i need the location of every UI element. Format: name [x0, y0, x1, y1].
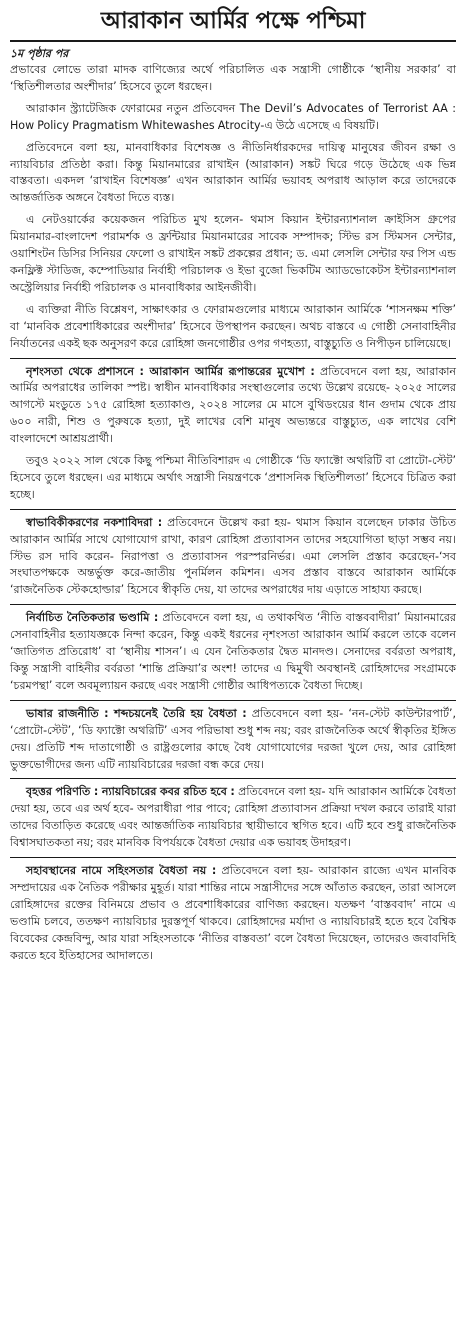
paragraph-text: প্রতিবেদনে বলা হয়- আরাকান রাজ্যে এখন মানবিক সম্প্রদায়ের এক নৈতিক পরীক্ষার মুহূর্ত। যারা শান্তির নামে সন্ত্রাসীদের সঙ্গে আঁতাত করছেন, তারা আসলে রোহিঙ্গাদের রক্তের বিনিময়ে প্রভাব ও প্রবেশাধিকারের বাণিজ্য করছেন। যতক্ষণ ‘বাস্তববাদ’ নামে এ ভণ্ডামি চলবে, ততক্ষণ ন্যায়বিচার দুরস্তপূর্ণ থাকবে। রোহিঙ্গাদের মর্যাদা ও ন্যায়বিচারই হতে হবে বৈশ্বিক বিবেকের কেন্দ্রবিন্দু, আর যারা সহিংসতাকে ‘নীতির বাস্তবতা’ বলে বৈধতা দিয়েছেন, তাদেরও জবাবদিহি করতে হবে ইতিহাসের আদালতে। [10, 864, 456, 962]
article-paragraph [10, 863, 456, 964]
paragraph-text: প্রতিবেদনে বলা হয়, এ তথাকথিত ‘নীতি বাস্তববাদীরা’ মিয়ানমারের সেনাবাহিনীর হত্যাযজ্ঞকে নিন্দা করেন, কিন্তু একই ধরনের নৃশংসতা আরাকান আর্মি করলে তাকে বলেন ‘জাতিগত প্রতিরোধ’ বা ‘স্থানীয় শাসন’। এ যেন নৈতিকতার দ্বৈত মানদণ্ড। সেনাদের বর্বরতা অপরাধ, কিন্তু সন্ত্রাসী বাহিনীর বর্বরতা ‘শান্তি প্রক্রিয়া’র অংশ! তাদের এ দ্বিমুখী অবস্থানই রোহিঙ্গাদের সংগ্রামকে ‘চরমপন্থা’ বলে অবমূল্যায়ন করছে এবং সন্ত্রাসী গোষ্ঠীর আধিপত্যকে বৈধতা দিচ্ছে। [10, 611, 456, 692]
paragraph-text: প্রতিবেদনে বলা হয়- যদি আরাকান আর্মিকে বৈধতা দেয়া হয়, তবে এর অর্থ হবে- অপরাধীরা পার পাবে; রোহিঙ্গা প্রত্যাবাসন প্রক্রিয়া দখল করবে তারাই যারা তাদের বিতাড়িত করেছে এবং আন্তর্জাতিক ন্যায়বিচার স্থায়ীভাবে স্থগিত হবে। এটি হবে শুধু রাজনৈতিক বিশ্বাসঘাতকতা নয়; বরং মানবিক বিপর্যয়কে বৈধতা দেয়ার এক ভয়াবহ উদাহরণ। [10, 785, 456, 850]
section-subheading: বৃহত্তর পরিণতি : ন্যায়বিচারের কবর রচিত হবে : [26, 785, 235, 799]
article-paragraph [10, 212, 456, 297]
section-divider [10, 778, 456, 779]
article-paragraph [10, 62, 456, 96]
article-headline: আরাকান আর্মির পক্ষে পশ্চিমা [10, 6, 456, 42]
paragraph-text: প্রতিবেদনে বলা হয়- ‘নন-স্টেট কাউন্টারপার্ট’, ‘প্রোটো-স্টেট’, ‘ডি ফ্যাক্টো অথরিটি’ এসব পরিভাষা শুধু শব্দ নয়; বরং রাজনৈতিক অর্থে স্বীকৃতির ইঙ্গিত দেয়। প্রতিটি শব্দ দাতাগোষ্ঠী ও রাষ্ট্রগুলোর কাছে বৈধ যোগাযোগের দরজা খুলে দেয়, আর রোহিঙ্গা ভুক্তভোগীদের জন্য এটি ন্যায়বিচারের দরজা বন্ধ করে দেয়। [10, 706, 456, 771]
section-subheading: নৃশংসতা থেকে প্রশাসনে : আরাকান আর্মির রূপান্তরের মুখোশ : [26, 364, 315, 378]
section-divider [10, 604, 456, 605]
article-paragraph [10, 610, 456, 695]
article-paragraph [10, 364, 456, 449]
paragraph-text: এ ব্যক্তিরা নীতি বিশ্লেষণ, সাক্ষাৎকার ও ফোরামগুলোর মাধ্যমে আরাকান আর্মিকে ‘শাসনক্ষম শক্তি’ বা ‘মানবিক প্রবেশাধিকারের অংশীদার’ হিসেবে উপস্থাপন করছেন। অথচ বাস্তবে এ গোষ্ঠী সেনাবাহিনীর নির্যাতনের একই ছক অনুসরণ করে রোহিঙ্গা জনগোষ্ঠীর ওপর গণহত্যা, বাস্তুচ্যুতি ও নিপীড়ন চালিয়েছে। [10, 302, 456, 350]
paragraph-text: এ নেটওয়ার্কের কয়েকজন পরিচিত মুখ হলেন- থমাস কিয়ান ইন্টারন্যাশনাল ক্রাইসিস গ্রুপের মিয়ানমার-বাংলাদেশ পরামর্শক ও ফ্রন্টিয়ার মিয়ানমারের সাবেক সম্পাদক; স্টিভ রস স্টিমসন সেন্টার, ওয়াশিংটন ডিসির সিনিয়র ফেলো ও রাখাইন সঙ্কট প্রকল্পের প্রধান; ড. এমা লেসলি সেন্টার ফর পিস এন্ড কনফ্লিক্ট স্টাডিজ, কম্পোডিয়ার নির্বাহী পরিচালক ও ইভা বুজো ভিকটিম অ্যাডভোকেটস ইন্টারন্যাশনাল অস্ট্রেলিয়ার নির্বাহী পরিচালক ও মানবাধিকার আইনজীবী। [10, 213, 456, 294]
paragraph-text: প্রতিবেদনে বলা হয়, মানবাধিকার বিশেষজ্ঞ ও নীতিনির্ধারকদের দায়িত্ব মানুষের জীবন রক্ষা ও ন্যায়বিচার প্রতিষ্ঠা করা। কিন্তু মিয়ানমারের রাখাইন (আরাকান) সঙ্কট ঘিরে গড়ে উঠেছে এক ভিন্ন বাস্তবতা। একদল ‘রাখাইন বিশেষজ্ঞ’ এখন আরাকান আর্মির ভয়াবহ অপরাধ আড়াল করে তাদেরকে আন্তর্জাতিক অঙ্গনে বৈধতা দিতে ব্যস্ত। [10, 140, 456, 205]
article-paragraph [10, 453, 456, 504]
section-subheading: সহাবস্থানের নামে সহিংসতার বৈধতা নয় : [26, 864, 217, 878]
section-subheading: ভাষার রাজনীতি : শব্দচয়নেই তৈরি হয় বৈধতা : [26, 706, 247, 720]
article-paragraph [10, 140, 456, 208]
section-divider [10, 857, 456, 858]
paragraph-text: প্রভাবের লোভে তারা মাদক বাণিজ্যের অর্থে পরিচালিত এক সন্ত্রাসী গোষ্ঠীকে ‘স্থানীয় সরকার’ বা ‘স্থিতিশীলতার অংশীদার’ হিসেবে তুলে ধরছেন। [10, 63, 456, 93]
article-paragraph [10, 302, 456, 353]
section-subheading: স্বাভাবিকীকরণের নকশাবিদরা : [26, 515, 163, 529]
section-divider [10, 700, 456, 701]
section-subheading: নির্বাচিত নৈতিকতার ভণ্ডামি : [26, 611, 159, 625]
paragraph-text: প্রতিবেদনে বলা হয়, আরাকান আর্মির অপরাধের তালিকা স্পষ্ট। স্বাধীন মানবাধিকার সংস্থাগুলোর তথ্যে উল্লেখ রয়েছে- ২০২৫ সালের আগস্টে মংডুতে ১৭৫ রোহিঙ্গা হত্যাকাণ্ড, ২০২৪ সালের মে মাসে বুথিডংয়ের ধান গুদাম থেকে প্রায় ৬০০ নারী, শিশু ও পুরুষকে হত্যা, দুই লাখের বেশি মানুষ অভ্যন্তরে বাস্তুচ্যুত, এক লাখের বেশি বাংলাদেশে আশ্রয়প্রার্থী। [10, 364, 456, 446]
paragraph-text: তবুও ২০২২ সাল থেকে কিছু পশ্চিমা নীতিবিশারদ এ গোষ্ঠীকে ‘ডি ফ্যাক্টো অথরিটি বা প্রোটো-স্টেট’ হিসেবে তুলে ধরছেন। এর মাধ্যমে অর্থাৎ সন্ত্রাসী নিয়ন্ত্রণকে ‘প্রশাসনিক স্থিতিশীলতা’ হিসেবে চিত্রিত করা হচ্ছে। [10, 454, 456, 501]
continued-from-page: ১ম পৃষ্ঠার পর [10, 47, 69, 60]
section-divider [10, 358, 456, 359]
section-divider [10, 509, 456, 510]
article-paragraph [10, 784, 456, 852]
article-body [10, 62, 456, 965]
article-paragraph [10, 101, 456, 135]
article-paragraph [10, 706, 456, 774]
paragraph-text: প্রতিবেদনে উল্লেখ করা হয়- থমাস কিয়ান বলেছেন ঢাকার উচিত আরাকান আর্মির সাথে যোগাযোগ রাখা, কারণ রোহিঙ্গা প্রত্যাবাসন তাদের সহযোগিতা ছাড়া সম্ভব নয়। স্টিভ রস দাবি করেন- নিরাপত্তা ও প্রত্যাবাসন পরস্পরনির্ভর। এমা লেসলি প্রস্তাব করেছেন-‘সব সংঘাতপক্ষকে অন্তর্ভুক্ত করে-জাতীয় পুনর্মিলন কমিশন। এসব প্রস্তাব বাস্তবে আরাকান আর্মিকে ‘রাজনৈতিক স্টেকহোল্ডার’ হিসেবে স্বীকৃতি দেয়, যা তাদের অপরাধের দায় এড়াতে সাহায্য করছে। [10, 515, 456, 597]
paragraph-text: আরাকান স্ট্র্যাটেজিক ফোরামের নতুন প্রতিবেদন The Devil’s Advocates of Terrorist AA : How Policy Pragmatism Whitewashes Atrocity-এ উঠে এসেছে এ বিষয়টি। [10, 101, 456, 132]
article-paragraph [10, 515, 456, 600]
